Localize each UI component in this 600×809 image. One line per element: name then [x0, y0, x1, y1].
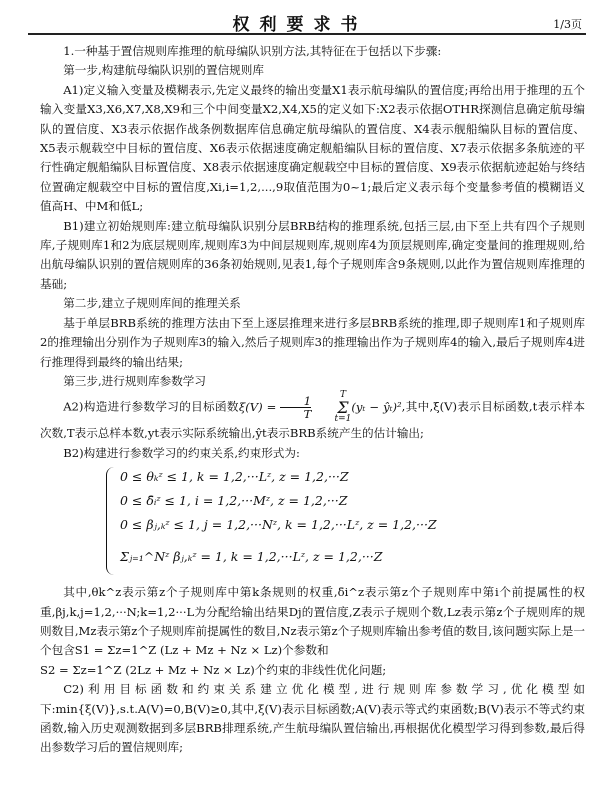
document-title: 权利要求书 [232, 15, 368, 35]
claims-body [40, 42, 585, 758]
header-rule [28, 33, 586, 35]
page-header [0, 0, 600, 36]
paragraph-a1: A1)定义输入变量及模糊表示,先定义最终的输出变量X1表示航母编队的置信度;再给出用于推理的五个输入变量X3,X6,X7,X8,X9和三个中间变量X2,X4,X5的定义如下:X2表示依据OTHR探测信息确定航母编队的置信度、X3表示依据作战条例数据库信息确定航母编队的置信度、X4表示舰船编队目标的置信度、X5表示舰载空中目标的置信度、X6表示依据速度确定舰船编队目标的置信度、X7表示依据多条航迹的平行性确定舰船编队目标置信度、X8表示依据速度确定舰载空中目标的置信度、X9表示依据航迹起始与终结位置确定舰载空中目标的置信度,Xi,i=1,2,...,9取值范围为0~1;最后定义表示每个变量参考值的模糊语义值高H、中M和低L; [40, 82, 585, 214]
constraint-line: Σⱼ₌₁^Nᶻ βⱼ,ₖᶻ = 1, k = 1,2,···Lᶻ, z = 1,2,···Z [120, 549, 383, 565]
a2-prefix: A2)构造进行参数学习的目标函数 [63, 399, 239, 414]
step1-title: 第一步,构建航母编队识别的置信规则库 [63, 63, 264, 78]
page-number: 1/3页 [553, 18, 582, 31]
step2-title: 第二步,建立子规则库间的推理关系 [63, 296, 241, 311]
paragraph-a2 [40, 391, 585, 443]
paragraph-b1: B1)建立初始规则库:建立航母编队识别分层BRB结构的推理系统,包括三层,由下至上共有四个子规则库,子规则库1和2为底层规则库,规则库3为中间层规则库,规则库4为顶层规则库,确定变量间的推理规则,给出航母编队识别的置信规则库的36条初始规则,见表1,每个子规则库含9条规则,以此作为置信规则库推理的基础; [40, 218, 585, 291]
constraint-line: 0 ≤ θₖᶻ ≤ 1, k = 1,2,···Lᶻ, z = 1,2,···Z [120, 469, 349, 485]
constraint-line: 0 ≤ δ̄ᵢᶻ ≤ 1, i = 1,2,···Mᶻ, z = 1,2,···Z [120, 493, 348, 509]
paragraph-where-cont: S2 = Σz=1^Z (2Lz + Mz + Nz × Lz)个约束的非线性优化问题; [40, 662, 387, 677]
left-brace [106, 467, 115, 575]
paragraph-where: 其中,θk^z表示第z个子规则库中第k条规则的权重,δ̄i^z表示第z个子规则库中第i个前提属性的权重,βj,k,j=1,2,···N;k=1,2···L为分配给输出结果Dj的置信度,Z表示子规则个数,Lz表示第z个子规则库的规则数目,Mz表示第z个子规则库前提属性的数目,Nz表示第z个子规则库输出参考值的数目,该问题实际上是一个包含S1 = Σz=1^Z (Lz + Mz + Nz × Lz)个参数和 [40, 585, 585, 658]
step3-title: 第三步,进行规则库参数学习 [63, 373, 206, 388]
constraint-line: 0 ≤ βⱼ,ₖᶻ ≤ 1, j = 1,2,···Nᶻ, k = 1,2,···Lᶻ, z = 1,2,···Z [120, 517, 437, 533]
constraint-system [106, 467, 585, 579]
paragraph-c2: C2)利用目标函数和约束关系建立优化模型,进行规则库参数学习,优化模型如下:min{ξ(V)},s.t.A(V)=0,B(V)≥0,其中,ξ(V)表示目标函数;A(V)表示等式约束函数;B(V)表示不等式约束函数,输入历史观测数据到多层BRB排理系统,产生航母编队置信输出,再根据优化模型学习得到参数,最后得出参数学习后的置信规则库; [40, 682, 585, 755]
claim1-intro: 1.一种基于置信规则库推理的航母编队识别方法,其特征在于包括以下步骤: [63, 44, 442, 58]
a2-suffix: ,其中,ξ(V)表示目标函数,t表示样本次数,T表示总样本数,yt表示实际系统输出,ŷt表示BRB系统产生的估计输出; [40, 399, 585, 441]
paragraph-b2: B2)构建进行参数学习的约束关系,约束形式为: [63, 445, 300, 460]
objective-formula: ξ(V) = $\frac{1}{T}$ T Σ t=1 (yₜ − ŷₜ)² [238, 390, 402, 425]
step2-body: 基于单层BRB系统的推理方法由下至上逐层推理来进行多层BRB系统的推理,即子规则库1和子规则库2的推理输出分别作为子规则库3的输入,然后子规则库3的推理输出作为子规则库4的输入,最后子规则库4进行推理得到最终的输出结果; [40, 315, 585, 369]
